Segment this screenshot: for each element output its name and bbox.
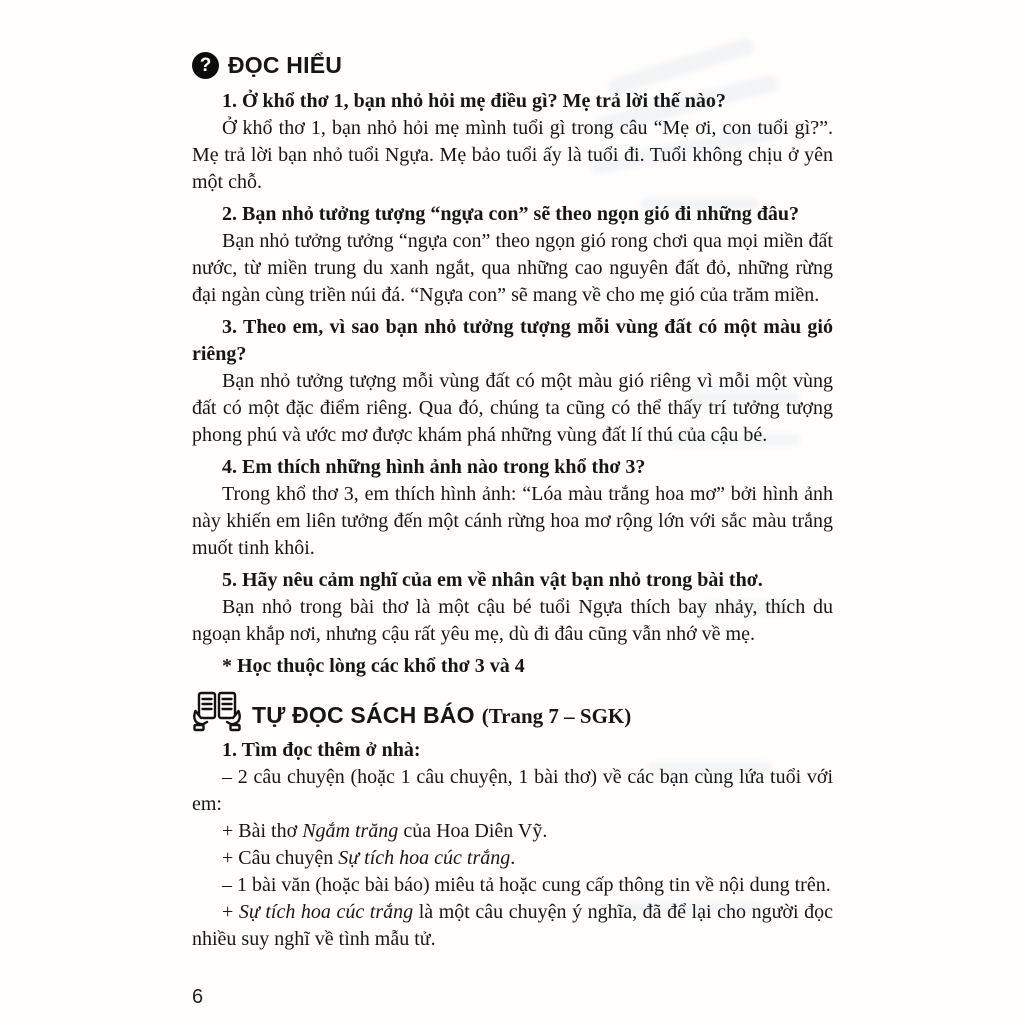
question-1: 1. Ở khổ thơ 1, bạn nhỏ hỏi mẹ điều gì? Mẹ trả lời thế nào? bbox=[222, 90, 726, 112]
open-book-in-hands-icon bbox=[192, 690, 242, 732]
list-item-3: + Câu chuyện Sự tích hoa cúc trắng. bbox=[222, 847, 516, 869]
list-item-2: + Bài thơ Ngắm trăng của Hoa Diên Vỹ. bbox=[222, 820, 548, 842]
self-reading-title: TỰ ĐỌC SÁCH BÁO bbox=[252, 702, 475, 728]
question-2: 2. Bạn nhỏ tưởng tượng “ngựa con” sẽ theo ngọn gió đi những đâu? bbox=[222, 203, 799, 225]
reading-comprehension-header bbox=[192, 52, 833, 79]
list-item-5: + Sự tích hoa cúc trắng là một câu chuyện ý nghĩa, đã để lại cho người đọc nhiều suy nghĩ về tình mẫu tử. bbox=[192, 901, 833, 950]
reading-section-title: ĐỌC HIỂU bbox=[228, 52, 343, 78]
answer-4: Trong khổ thơ 3, em thích hình ảnh: “Lóa màu trắng hoa mơ” bởi hình ảnh này khiến em liên tưởng đến một cánh rừng hoa mơ rộng lớn với sắc màu trắng muốt tinh khôi. bbox=[192, 483, 833, 559]
question-3: 3. Theo em, vì sao bạn nhỏ tưởng tượng mỗi vùng đất có một màu gió riêng? bbox=[192, 316, 833, 365]
answer-2: Bạn nhỏ tưởng tưởng “ngựa con” theo ngọn gió rong chơi qua mọi miền đất nước, từ miền trung du xanh ngắt, qua những cao nguyên đất đỏ, những rừng đại ngàn cùng triền núi đá. “Ngựa con” sẽ mang về cho mẹ gió của trăm miền. bbox=[192, 230, 833, 306]
question-circle-icon bbox=[192, 52, 219, 79]
self-reading-header bbox=[192, 690, 833, 732]
page-number: 6 bbox=[192, 986, 204, 1008]
list-item-1: – 2 câu chuyện (hoặc 1 câu chuyện, 1 bài thơ) về các bạn cùng lứa tuổi với em: bbox=[192, 766, 833, 815]
answer-3: Bạn nhỏ tưởng tượng mỗi vùng đất có một màu gió riêng vì mỗi một vùng đất có một đặc điểm riêng. Qua đó, chúng ta cũng có thể thấy trí tưởng tượng phong phú và ước mơ được khám phá những vùng đất lí thú của cậu bé. bbox=[192, 370, 833, 446]
task-heading: 1. Tìm đọc thêm ở nhà: bbox=[222, 739, 421, 761]
question-5: 5. Hãy nêu cảm nghĩ của em về nhân vật bạn nhỏ trong bài thơ. bbox=[222, 569, 763, 591]
self-reading-title-suffix: (Trang 7 – SGK) bbox=[481, 704, 632, 728]
list-item-4: – 1 bài văn (hoặc bài báo) miêu tả hoặc cung cấp thông tin về nội dung trên. bbox=[222, 874, 831, 896]
page-content bbox=[192, 52, 833, 953]
answer-1: Ở khổ thơ 1, bạn nhỏ hỏi mẹ mình tuổi gì trong câu “Mẹ ơi, con tuổi gì?”. Mẹ trả lời bạn nhỏ tuổi Ngựa. Mẹ bảo tuổi ấy là tuổi đi. Tuổi không chịu ở yên một chỗ. bbox=[192, 117, 833, 193]
question-4: 4. Em thích những hình ảnh nào trong khổ thơ 3? bbox=[222, 456, 646, 478]
question-glyph: ? bbox=[199, 54, 212, 76]
answer-5: Bạn nhỏ trong bài thơ là một cậu bé tuổi Ngựa thích bay nhảy, thích du ngoạn khắp nơi, nhưng cậu rất yêu mẹ, dù đi đâu cũng vẫn nhớ về mẹ. bbox=[192, 596, 833, 645]
memorize-note: * Học thuộc lòng các khổ thơ 3 và 4 bbox=[222, 655, 525, 677]
